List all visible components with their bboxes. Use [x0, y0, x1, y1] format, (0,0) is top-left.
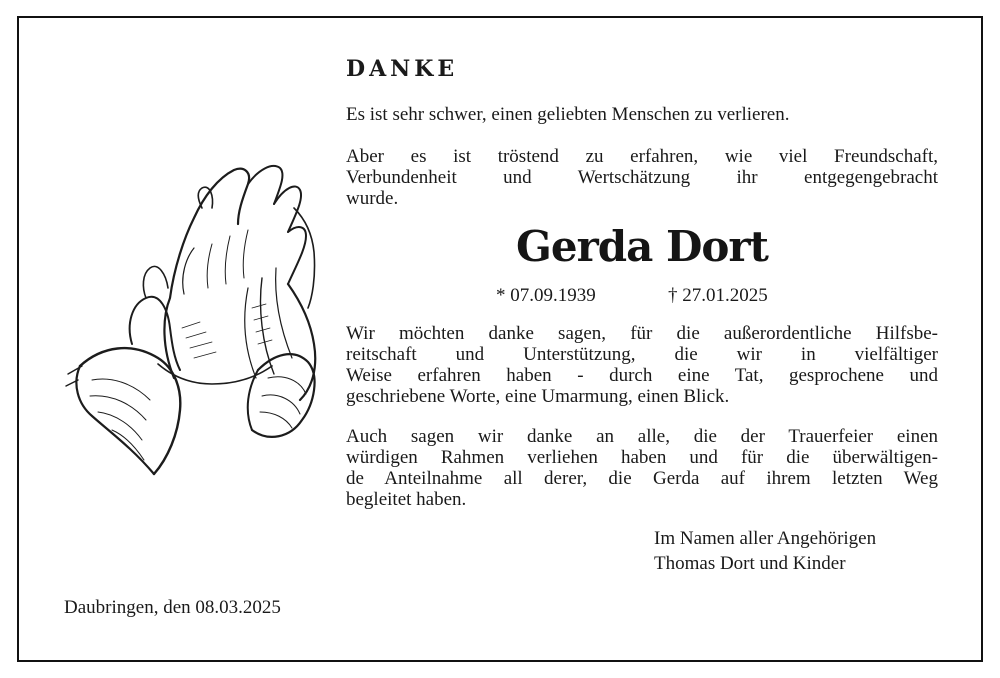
place-and-date: Daubringen, den 08.03.2025 — [64, 597, 281, 618]
paragraph-line: de Anteilnahme all derer, die Gerda auf ihrem letzten Weg — [346, 468, 938, 489]
paragraph-line: wurde. — [346, 188, 399, 209]
death-date: † 27.01.2025 — [668, 285, 768, 306]
paragraph-line: Wir möchten danke sagen, für die außerordentliche Hilfsbe- — [346, 323, 938, 344]
notice-heading: DANKE — [346, 56, 459, 82]
signature-line-1: Im Namen aller Angehörigen — [654, 528, 877, 549]
paragraph-line: Es ist sehr schwer, einen geliebten Menschen zu verlieren. — [346, 104, 790, 125]
deceased-name: Gerda Dort — [516, 222, 768, 271]
comfort-paragraph — [346, 146, 938, 209]
paragraph-line: Weise erfahren haben - durch eine Tat, gesprochene und — [346, 365, 938, 386]
paragraph-line: würdigen Rahmen verliehen haben und für die überwältigen- — [346, 447, 938, 468]
praying-hands-icon — [62, 148, 324, 484]
opening-paragraph — [346, 104, 938, 125]
signature-block — [654, 526, 876, 576]
paragraph-line: geschriebene Worte, eine Umarmung, einen Blick. — [346, 386, 730, 407]
funeral-thanks-paragraph — [346, 426, 938, 510]
paragraph-line: reitschaft und Unterstützung, die wir in vielfältiger — [346, 344, 938, 365]
paragraph-line: Verbundenheit und Wertschätzung ihr entgegengebracht — [346, 167, 938, 188]
paragraph-line: Auch sagen wir danke an alle, die der Trauerfeier einen — [346, 426, 938, 447]
birth-date: * 07.09.1939 — [496, 285, 596, 306]
paragraph-line: Aber es ist tröstend zu erfahren, wie viel Freundschaft, — [346, 146, 938, 167]
paragraph-line: begleitet haben. — [346, 489, 467, 510]
signature-line-2: Thomas Dort und Kinder — [654, 553, 846, 574]
thanks-paragraph — [346, 323, 938, 407]
